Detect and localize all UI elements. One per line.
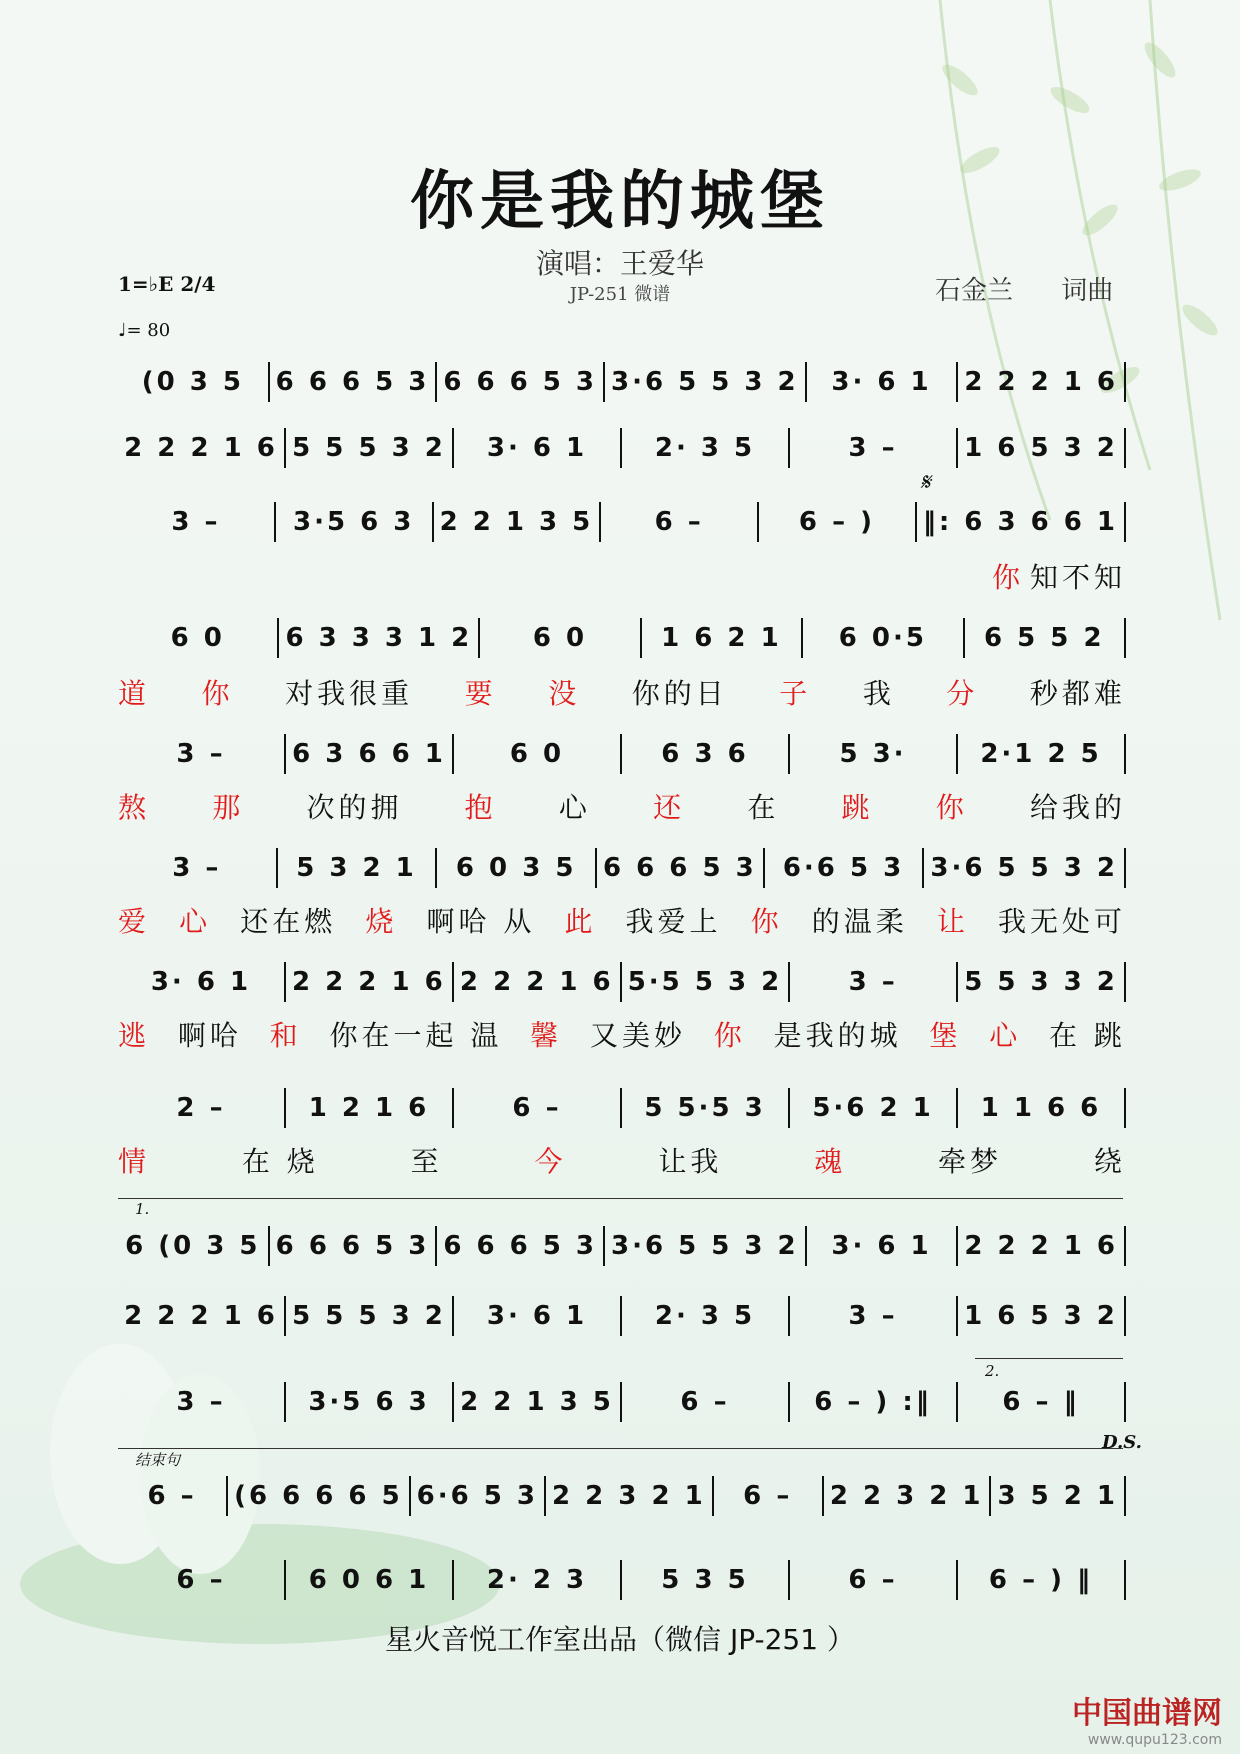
measure-row bbox=[118, 1226, 1126, 1266]
measure bbox=[765, 848, 925, 888]
measure bbox=[958, 1560, 1126, 1600]
lyric-syllable: 啊哈 bbox=[177, 1019, 242, 1052]
notes: 6 (0 3 5 bbox=[125, 1231, 261, 1261]
lyric-syllable: 没 bbox=[548, 677, 581, 710]
notes: 2 2 1 3 5 bbox=[460, 1387, 614, 1417]
ds-mark: D.S. bbox=[1102, 1432, 1142, 1453]
lyric-syllable: 是我的城 bbox=[773, 1019, 902, 1052]
measure bbox=[118, 848, 278, 888]
key-signature: 1=♭E 2/4 bbox=[118, 272, 216, 296]
notes: 6 0 bbox=[509, 739, 565, 769]
notes: 3 – bbox=[171, 507, 221, 537]
notes: 5 5 5 3 2 bbox=[292, 1301, 446, 1331]
lyric-syllable: 对我很重 bbox=[285, 677, 414, 710]
measure bbox=[437, 1226, 605, 1266]
notes: 2 2 2 1 6 bbox=[124, 433, 278, 463]
notes: ‖: 6 3 6 6 1 bbox=[922, 507, 1118, 537]
notes: 2 2 2 1 6 bbox=[124, 1301, 278, 1331]
notes: 2· 2 3 bbox=[486, 1565, 588, 1595]
lyric-syllable: 在 跳 bbox=[1049, 1019, 1126, 1052]
ending-label: 结束句 bbox=[135, 1451, 181, 1469]
measure bbox=[924, 848, 1126, 888]
measure bbox=[958, 734, 1126, 774]
lyric-syllable: 至 bbox=[410, 1145, 443, 1178]
volta-1-label: 1. bbox=[135, 1200, 150, 1218]
lyric-syllable: 又美妙 bbox=[589, 1019, 686, 1052]
notes: 6 3 6 bbox=[661, 739, 749, 769]
measure bbox=[622, 962, 791, 1002]
notes: 3 – bbox=[848, 433, 898, 463]
measure-row bbox=[118, 734, 1126, 774]
measure bbox=[790, 1560, 958, 1600]
measure bbox=[991, 1476, 1126, 1516]
lyric-syllable: 还 bbox=[653, 791, 686, 824]
measure bbox=[286, 1296, 454, 1336]
measure bbox=[790, 1296, 958, 1336]
notes: 5 5 3 3 2 bbox=[964, 967, 1118, 997]
notes: 6 0 bbox=[170, 623, 225, 653]
notes: 6 6 6 5 3 bbox=[443, 367, 598, 397]
measure bbox=[286, 734, 454, 774]
notes: 6 6 6 5 3 bbox=[275, 367, 430, 397]
lyric-syllable: 我无处可 bbox=[997, 905, 1126, 938]
lyric-syllable: 跳 bbox=[841, 791, 874, 824]
lyric-row bbox=[118, 900, 1126, 940]
measure bbox=[437, 362, 605, 402]
measure bbox=[118, 1476, 228, 1516]
measure bbox=[286, 428, 454, 468]
notes: 3 – bbox=[848, 1301, 898, 1331]
watermark-url: www.qupu123.com bbox=[1087, 1732, 1222, 1748]
measure bbox=[807, 362, 959, 402]
measure bbox=[454, 734, 622, 774]
lyric-syllable: 啊哈 从 bbox=[426, 905, 536, 938]
measure bbox=[286, 962, 454, 1002]
measure bbox=[605, 1226, 807, 1266]
lyric-syllable: 的温柔 bbox=[811, 905, 908, 938]
notes: 6 – ‖ bbox=[1002, 1387, 1080, 1417]
measure bbox=[965, 618, 1126, 658]
measure bbox=[958, 1088, 1126, 1128]
measure bbox=[958, 362, 1126, 402]
measure-row bbox=[118, 1296, 1126, 1336]
measure bbox=[622, 1296, 790, 1336]
lyric-syllable: 爱 bbox=[118, 905, 151, 938]
lyric-syllable: 让 bbox=[936, 905, 969, 938]
lyric-syllable: 熬 bbox=[118, 791, 151, 824]
measure bbox=[790, 962, 958, 1002]
lyric-row bbox=[118, 1014, 1126, 1054]
notes: 3 – bbox=[848, 967, 898, 997]
volta-2-bracket bbox=[975, 1358, 1123, 1359]
lyric-row bbox=[118, 786, 1126, 826]
lyric-syllable: 情 bbox=[118, 1145, 151, 1178]
notes: 3· 6 1 bbox=[831, 367, 932, 397]
notes: 6 0 6 1 bbox=[308, 1565, 430, 1595]
measure bbox=[714, 1476, 824, 1516]
notes: 6 – bbox=[512, 1093, 562, 1123]
lyric-syllable: 你 bbox=[991, 561, 1024, 594]
notes: 6 – bbox=[176, 1565, 226, 1595]
score-code: JP-251 微谱 bbox=[569, 284, 671, 305]
lyric-syllable: 今 bbox=[534, 1145, 567, 1178]
measure bbox=[118, 428, 286, 468]
notes: 6 – ) :‖ bbox=[814, 1387, 932, 1417]
lyric-syllable: 绕 bbox=[1093, 1145, 1126, 1178]
notes: 2·1 2 5 bbox=[980, 739, 1102, 769]
measure bbox=[454, 962, 622, 1002]
measure bbox=[118, 1088, 286, 1128]
notes: 3· 6 1 bbox=[150, 967, 252, 997]
lyric-syllable: 你在一起 温 bbox=[329, 1019, 503, 1052]
notes: 3·5 6 3 bbox=[308, 1387, 430, 1417]
measure bbox=[270, 1226, 438, 1266]
measure bbox=[958, 1296, 1126, 1336]
notes: 2 2 2 1 6 bbox=[459, 967, 614, 997]
lyric-syllable: 你 bbox=[935, 791, 968, 824]
measure bbox=[118, 962, 286, 1002]
lyric-syllable: 逃 bbox=[118, 1019, 151, 1052]
notes: 2 2 2 1 6 bbox=[964, 1231, 1118, 1261]
measure-row bbox=[118, 848, 1126, 888]
notes: 6 3 6 6 1 bbox=[292, 739, 446, 769]
lyric-syllable: 次的拥 bbox=[306, 791, 403, 824]
measure-row bbox=[118, 1382, 1126, 1422]
measure-row bbox=[118, 1476, 1126, 1516]
volta-2-label: 2. bbox=[985, 1362, 1000, 1380]
measure bbox=[118, 502, 276, 542]
measure bbox=[790, 1088, 958, 1128]
lyric-syllable: 和 bbox=[269, 1019, 302, 1052]
notes: 5·5 5 3 2 bbox=[627, 967, 783, 997]
lyric-syllable: 心 bbox=[179, 905, 212, 938]
measure bbox=[480, 618, 641, 658]
lyric-syllable: 魂 bbox=[814, 1145, 847, 1178]
measure bbox=[790, 734, 958, 774]
notes: 2 2 3 2 1 bbox=[552, 1481, 706, 1511]
lyric-syllable: 此 bbox=[564, 905, 597, 938]
notes: 6 – ) ‖ bbox=[988, 1565, 1094, 1595]
lyric-syllable: 道 bbox=[118, 677, 151, 710]
volta-1-bracket bbox=[118, 1198, 1123, 1199]
measure bbox=[454, 1088, 622, 1128]
segno-mark: 𝄋 bbox=[920, 468, 931, 496]
publisher-footer: 星火音悦工作室出品（微信 JP-251 ） bbox=[385, 1623, 855, 1656]
tempo-marking: ♩= 80 bbox=[118, 320, 171, 341]
measure bbox=[437, 848, 597, 888]
lyric-syllable: 秒都难 bbox=[1029, 677, 1126, 710]
lyric-syllable: 我爱上 bbox=[625, 905, 722, 938]
lyric-syllable: 让我 bbox=[658, 1145, 723, 1178]
measure bbox=[759, 502, 917, 542]
measure bbox=[286, 1088, 454, 1128]
notes: 3 – bbox=[172, 853, 222, 883]
notes: 6 – bbox=[680, 1387, 730, 1417]
measure-row bbox=[118, 962, 1126, 1002]
watermark-site: 中国曲谱网 bbox=[1072, 1696, 1222, 1731]
composer-role: 词曲 bbox=[1061, 276, 1114, 306]
notes: 6 3 3 3 1 2 bbox=[285, 623, 473, 653]
measure bbox=[790, 428, 958, 468]
measure bbox=[597, 848, 765, 888]
notes: 3·6 5 5 3 2 bbox=[611, 367, 799, 397]
notes: 3· 6 1 bbox=[831, 1231, 932, 1261]
measure bbox=[278, 848, 438, 888]
notes: 2 2 2 1 6 bbox=[964, 367, 1118, 397]
lyric-syllable: 给我的 bbox=[1029, 791, 1126, 824]
notes: 6 – bbox=[743, 1481, 793, 1511]
ending-bracket bbox=[118, 1448, 1123, 1449]
measure bbox=[824, 1476, 992, 1516]
measure bbox=[118, 1560, 286, 1600]
singer-credit: 演唱：王爱华 bbox=[535, 247, 704, 280]
notes: 6·6 5 3 bbox=[782, 853, 905, 883]
lyric-row bbox=[118, 672, 1126, 712]
measure bbox=[807, 1226, 959, 1266]
measure bbox=[642, 618, 803, 658]
notes: 6 6 6 5 3 bbox=[275, 1231, 430, 1261]
measure bbox=[958, 428, 1126, 468]
notes: 5·6 2 1 bbox=[812, 1093, 934, 1123]
measure bbox=[605, 362, 807, 402]
lyric-syllable: 在 烧 bbox=[241, 1145, 319, 1178]
lyric-syllable: 馨 bbox=[530, 1019, 563, 1052]
notes: 2 2 2 1 6 bbox=[292, 967, 446, 997]
lyric-syllable: 心 bbox=[558, 791, 591, 824]
notes: 1 1 6 6 bbox=[980, 1093, 1102, 1123]
notes: 6·6 5 3 bbox=[416, 1481, 539, 1511]
notes: 6 – bbox=[147, 1481, 197, 1511]
notes: 1 6 2 1 bbox=[661, 623, 782, 653]
lyric-row bbox=[118, 1140, 1126, 1180]
measure bbox=[622, 1382, 790, 1422]
measure bbox=[228, 1476, 411, 1516]
notes: 6 6 6 5 3 bbox=[443, 1231, 598, 1261]
notes: 2 2 3 2 1 bbox=[829, 1481, 984, 1511]
measure bbox=[803, 618, 964, 658]
measure bbox=[958, 1382, 1126, 1422]
notes: 2· 3 5 bbox=[654, 1301, 756, 1331]
measure bbox=[622, 428, 790, 468]
measure bbox=[118, 1382, 286, 1422]
notes: 6 0 3 5 bbox=[455, 853, 577, 883]
lyric-syllable: 要 bbox=[464, 677, 497, 710]
measure-row bbox=[118, 1560, 1126, 1600]
measure bbox=[622, 1560, 790, 1600]
lyric-syllable: 我 bbox=[862, 677, 895, 710]
notes: 5 3· bbox=[839, 739, 907, 769]
notes: 6 6 6 5 3 bbox=[603, 853, 757, 883]
measure bbox=[958, 962, 1126, 1002]
lyric-syllable: 知不知 bbox=[1029, 561, 1126, 594]
notes: 6 – ) bbox=[798, 507, 875, 537]
lyric-syllable: 你的日 bbox=[631, 677, 728, 710]
lyric-syllable: 你 bbox=[750, 905, 783, 938]
lyric-row bbox=[118, 556, 1126, 596]
lyric-syllable: 你 bbox=[713, 1019, 746, 1052]
measure-row bbox=[118, 362, 1126, 402]
notes: 6 – bbox=[848, 1565, 898, 1595]
measure bbox=[434, 502, 602, 542]
site-watermark bbox=[1072, 1688, 1222, 1748]
notes: 2 – bbox=[176, 1093, 226, 1123]
notes: 5 3 2 1 bbox=[296, 853, 417, 883]
notes: 1 6 5 3 2 bbox=[964, 433, 1118, 463]
measure bbox=[622, 1088, 790, 1128]
measure bbox=[276, 502, 434, 542]
measure bbox=[279, 618, 480, 658]
measure bbox=[118, 618, 279, 658]
measure bbox=[917, 502, 1126, 542]
lyric-syllable: 牵梦 bbox=[938, 1145, 1003, 1178]
measure-row bbox=[118, 502, 1126, 542]
notes: 6 5 5 2 bbox=[984, 623, 1105, 653]
measure bbox=[286, 1560, 454, 1600]
notes: 3 – bbox=[176, 739, 226, 769]
measure bbox=[118, 362, 270, 402]
lyric-syllable: 分 bbox=[946, 677, 979, 710]
notes: 5 3 5 bbox=[661, 1565, 749, 1595]
notes: 3· 6 1 bbox=[486, 433, 588, 463]
lyric-syllable: 在 bbox=[747, 791, 780, 824]
measure bbox=[118, 1296, 286, 1336]
measure bbox=[118, 734, 286, 774]
notes: 6 – bbox=[654, 507, 704, 537]
lyric-syllable: 堡 bbox=[929, 1019, 962, 1052]
notes: 2· 3 5 bbox=[654, 433, 756, 463]
measure bbox=[454, 1560, 622, 1600]
lyric-syllable: 抱 bbox=[464, 791, 497, 824]
notes: 3 5 2 1 bbox=[997, 1481, 1119, 1511]
measure-row bbox=[118, 618, 1126, 658]
page-title: 你是我的城堡 bbox=[410, 164, 830, 239]
measure bbox=[546, 1476, 714, 1516]
measure-row bbox=[118, 1088, 1126, 1128]
notes: 3·6 5 5 3 2 bbox=[930, 853, 1118, 883]
composer-name: 石金兰 bbox=[935, 276, 1014, 306]
measure bbox=[118, 1226, 270, 1266]
lyric-syllable: 那 bbox=[212, 791, 245, 824]
measure bbox=[958, 1226, 1126, 1266]
lyric-syllable: 还在燃 bbox=[240, 905, 337, 938]
notes: (0 3 5 bbox=[141, 367, 244, 397]
measure bbox=[790, 1382, 958, 1422]
lyric-syllable: 心 bbox=[989, 1019, 1022, 1052]
notes: 3·5 6 3 bbox=[293, 507, 415, 537]
notes: 3· 6 1 bbox=[486, 1301, 588, 1331]
notes: 3·6 5 5 3 2 bbox=[611, 1231, 799, 1261]
measure-row bbox=[118, 428, 1126, 468]
measure bbox=[454, 1382, 622, 1422]
lyric-syllable: 你 bbox=[201, 677, 234, 710]
lyric-syllable: 烧 bbox=[365, 905, 398, 938]
composer-credit bbox=[935, 270, 1113, 307]
notes: 1 2 1 6 bbox=[308, 1093, 430, 1123]
measure bbox=[411, 1476, 546, 1516]
notes: 3 – bbox=[176, 1387, 226, 1417]
notes: 1 6 5 3 2 bbox=[964, 1301, 1118, 1331]
measure bbox=[622, 734, 790, 774]
notes: 6 0·5 bbox=[838, 623, 927, 653]
measure bbox=[454, 428, 622, 468]
notes: 5 5 5 3 2 bbox=[292, 433, 446, 463]
measure bbox=[601, 502, 759, 542]
measure bbox=[286, 1382, 454, 1422]
measure bbox=[270, 362, 438, 402]
notes: (6 6 6 6 5 bbox=[234, 1481, 403, 1511]
notes: 5 5·5 3 bbox=[644, 1093, 766, 1123]
measure bbox=[454, 1296, 622, 1336]
notes: 2 2 1 3 5 bbox=[439, 507, 594, 537]
notes: 6 0 bbox=[532, 623, 588, 653]
lyric-syllable: 子 bbox=[779, 677, 812, 710]
